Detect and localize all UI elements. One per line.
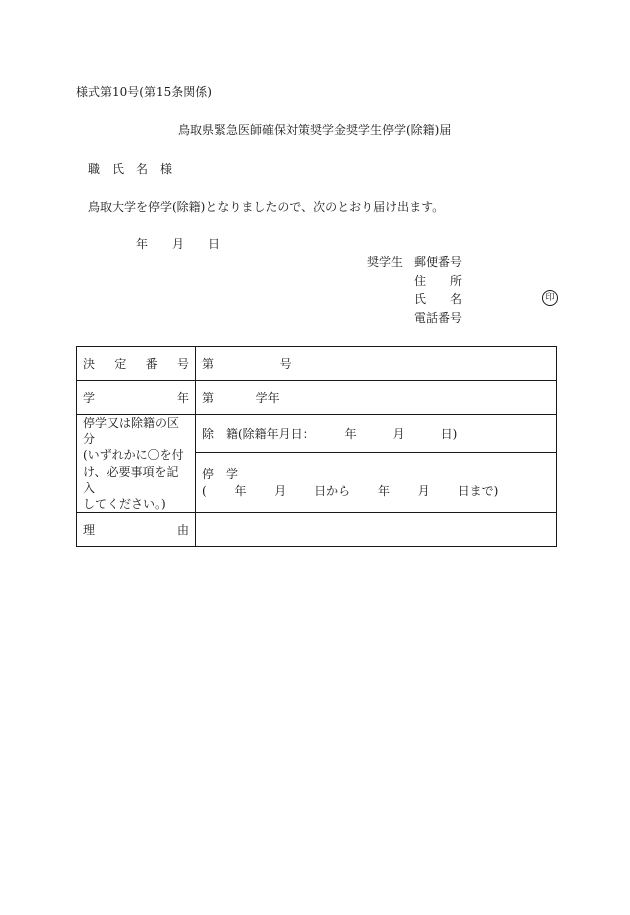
- label-char: 理: [83, 523, 96, 538]
- form-table: [76, 346, 557, 547]
- suspension-option[interactable]: [196, 453, 557, 513]
- document-title: 鳥取県緊急医師確保対策奨学金奨学生停学(除籍)届: [178, 123, 452, 137]
- grade-suffix: 学年: [255, 391, 280, 405]
- suspension-title: 停 学: [202, 467, 239, 482]
- label-char: 由: [176, 523, 189, 538]
- seal-mark: 印: [542, 290, 558, 306]
- suspension-period: ( 年 月 日から 年 月 日まで): [202, 483, 499, 498]
- date-month: 月: [172, 237, 185, 251]
- label-decision-number: [77, 347, 196, 381]
- body-text: 鳥取大学を停学(除籍)となりましたので、次のとおり届け出ます。: [88, 200, 445, 214]
- reason-field[interactable]: [196, 513, 557, 547]
- label-char: 番: [145, 357, 158, 371]
- row-decision-number: [77, 347, 557, 381]
- addressee-honorific: 様: [160, 162, 173, 176]
- address-label-1: 住: [414, 274, 427, 288]
- category-line-4: してください。): [83, 496, 166, 511]
- label-grade: [77, 381, 196, 415]
- number-prefix: 第: [202, 357, 215, 371]
- form-number: 様式第10号(第15条関係): [76, 85, 212, 99]
- address-label-2: 所: [450, 274, 463, 288]
- phone-label: 電話番号: [414, 311, 463, 325]
- applicant-role: 奨学生: [367, 255, 404, 269]
- date-day: 日: [208, 237, 221, 251]
- label-char: 決: [83, 357, 96, 371]
- row-reason: [77, 513, 557, 547]
- decision-number-field[interactable]: [196, 347, 557, 381]
- expulsion-text: 除 籍(除籍年月日： 年 月 日): [202, 427, 458, 442]
- postal-code-label: 郵便番号: [414, 255, 463, 269]
- grade-prefix: 第: [202, 391, 215, 405]
- label-category: [77, 415, 196, 513]
- label-char: 定: [114, 357, 127, 371]
- label-char: 学: [83, 391, 96, 405]
- category-line-2: (いずれかに〇を付: [83, 448, 184, 463]
- addressee-post: 職: [88, 162, 101, 176]
- category-line-3: け、必要事項を記入: [83, 464, 179, 495]
- category-line-1: 停学又は除籍の区分: [83, 416, 180, 447]
- label-char: 号: [176, 357, 189, 371]
- name-label-1: 氏: [414, 292, 427, 306]
- addressee-name-1: 氏: [112, 162, 125, 176]
- label-char: 年: [176, 391, 189, 405]
- row-expulsion: [77, 415, 557, 453]
- row-grade: [77, 381, 557, 415]
- expulsion-option[interactable]: [196, 415, 557, 453]
- date-year: 年: [136, 237, 149, 251]
- number-suffix: 号: [279, 357, 292, 371]
- grade-field[interactable]: [196, 381, 557, 415]
- name-label-2: 名: [450, 292, 463, 306]
- label-reason: [77, 513, 196, 547]
- addressee-name-2: 名: [136, 162, 149, 176]
